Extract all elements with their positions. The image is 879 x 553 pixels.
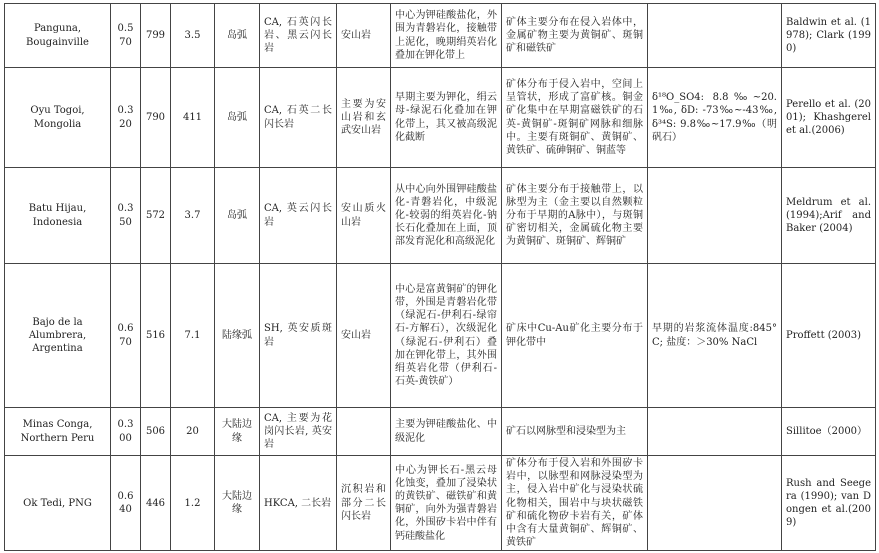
value-cell: 1.2 xyxy=(171,456,215,551)
value-cell: 799 xyxy=(141,4,171,68)
notes-cell: δ¹⁸O_SO4: 8.8‰~20.1‰, δD: -73‰~-43‰, δ³⁴S: 9.8‰~17.9‰（明矾石） xyxy=(648,68,782,168)
host-rock-cell: 安山岩 xyxy=(337,264,391,408)
tectonic-setting-cell: 大陆边缘 xyxy=(215,456,260,551)
value-cell: 0.350 xyxy=(111,168,141,264)
value-cell: 20 xyxy=(171,408,215,456)
deposit-name-cell: Batu Hijau, Indonesia xyxy=(5,168,111,264)
rock-type-cell: CA, 英云闪长岩 xyxy=(260,168,337,264)
value-cell: 3.7 xyxy=(171,168,215,264)
alteration-cell: 中心为钾硅酸盐化，外围为青磐岩化，接触带上泥化，晚期绢英岩化叠加在钾化带上 xyxy=(391,4,502,68)
alteration-cell: 中心是富黄铜矿的钾化带，外围是青磐岩化带（绿泥石-伊利石-绿帘石-方解石），次级泥化（绿泥石-伊利石）叠加在钾化带上，其外围绢英岩化带（伊利石-石英-黄铁矿） xyxy=(391,264,502,408)
reference-cell: Rush and Seegera (1990); van Dongen et al.(2009) xyxy=(782,456,876,551)
rock-type-cell: SH, 英安质斑岩 xyxy=(260,264,337,408)
value-cell: 790 xyxy=(141,68,171,168)
host-rock-cell: 主要为安山岩和玄武安山岩 xyxy=(337,68,391,168)
value-cell: 7.1 xyxy=(171,264,215,408)
notes-cell: 早期的岩浆流体温度:845°C; 盐度：＞30% NaCl xyxy=(648,264,782,408)
value-cell: 506 xyxy=(141,408,171,456)
host-rock-cell: 安山质火山岩 xyxy=(337,168,391,264)
ore-body-cell: 矿体主要分布在侵入岩体中，金属矿物主要为黄铜矿、斑铜矿和磁铁矿 xyxy=(502,4,648,68)
host-rock-cell xyxy=(337,408,391,456)
ore-body-cell: 矿体分布于侵入岩和外围矽卡岩中，以脉型和网脉浸染型为主，侵入岩中矿化与浸染状硫化物相关，围岩中与块状磁铁矿和硫化物矽卡岩有关，矿体中含有大量黄铜矿、辉铜矿、黄铁矿 xyxy=(502,456,648,551)
deposit-table xyxy=(4,3,876,551)
value-cell: 0.320 xyxy=(111,68,141,168)
rock-type-cell: CA, 石英闪长岩、黑云闪长岩 xyxy=(260,4,337,68)
alteration-cell: 主要为钾硅酸盐化、中级泥化 xyxy=(391,408,502,456)
tectonic-setting-cell: 岛弧 xyxy=(215,4,260,68)
rock-type-cell: CA, 主要为花岗闪长岩, 英安岩 xyxy=(260,408,337,456)
notes-cell xyxy=(648,408,782,456)
value-cell: 411 xyxy=(171,68,215,168)
table-row xyxy=(5,264,876,408)
deposit-name-cell: Minas Conga, Northern Peru xyxy=(5,408,111,456)
tectonic-setting-cell: 陆缘弧 xyxy=(215,264,260,408)
rock-type-cell: CA, 石英二长闪长岩 xyxy=(260,68,337,168)
deposit-name-cell: Panguna, Bougainville xyxy=(5,4,111,68)
value-cell: 572 xyxy=(141,168,171,264)
value-cell: 0.300 xyxy=(111,408,141,456)
table-row xyxy=(5,4,876,68)
rock-type-cell: HKCA, 二长岩 xyxy=(260,456,337,551)
notes-cell xyxy=(648,168,782,264)
deposit-name-cell: Oyu Togoi, Mongolia xyxy=(5,68,111,168)
alteration-cell: 从中心向外围钾硅酸盐化-青磐岩化，中级泥化-较弱的绢英岩化-钠长石化叠加在上面，顶部发育泥化和高级泥化 xyxy=(391,168,502,264)
table-row xyxy=(5,456,876,551)
value-cell: 3.5 xyxy=(171,4,215,68)
notes-cell xyxy=(648,456,782,551)
alteration-cell: 早期主要为钾化，绢云母-绿泥石化叠加在钾化带上，其又被高级泥化截断 xyxy=(391,68,502,168)
ore-body-cell: 矿床中Cu-Au矿化主要分布于钾化带中 xyxy=(502,264,648,408)
host-rock-cell: 沉积岩和部分二长闪长岩 xyxy=(337,456,391,551)
value-cell: 0.640 xyxy=(111,456,141,551)
ore-body-cell: 矿体主要分布于接触带上，以脉型为主（金主要以自然颗粒分布于早期的A脉中），与斑铜矿密切相关，金属硫化物主要为黄铜矿、斑铜矿、辉铜矿 xyxy=(502,168,648,264)
table-row xyxy=(5,408,876,456)
value-cell: 0.570 xyxy=(111,4,141,68)
alteration-cell: 中心为钾长石-黑云母化蚀变，叠加了浸染状的黄铁矿、磁铁矿和黄铜矿，向外为强青磐岩化，外围矽卡岩中伴有钙硅酸盐化 xyxy=(391,456,502,551)
ore-body-cell: 矿体分布于侵入岩中，空间上呈管状，形成了富矿核。铜金矿化集中在早期富磁铁矿的石英-黄铜矿-斑铜矿网脉和细脉中。主要有斑铜矿、黄铜矿、黄铁矿、硫砷铜矿、铜蓝等 xyxy=(502,68,648,168)
table-row xyxy=(5,68,876,168)
deposit-name-cell: Ok Tedi, PNG xyxy=(5,456,111,551)
value-cell: 446 xyxy=(141,456,171,551)
reference-cell: Proffett (2003) xyxy=(782,264,876,408)
table-row xyxy=(5,168,876,264)
reference-cell: Meldrum et al. (1994);Arif and Baker (2004) xyxy=(782,168,876,264)
reference-cell: Baldwin et al. (1978); Clark (1990) xyxy=(782,4,876,68)
reference-cell: Sillitoe（2000） xyxy=(782,408,876,456)
host-rock-cell: 安山岩 xyxy=(337,4,391,68)
reference-cell: Perello et al. (2001); Khashgerel et al.(2006) xyxy=(782,68,876,168)
tectonic-setting-cell: 岛弧 xyxy=(215,68,260,168)
tectonic-setting-cell: 大陆边缘 xyxy=(215,408,260,456)
deposit-name-cell: Bajo de la Alumbrera, Argentina xyxy=(5,264,111,408)
notes-cell xyxy=(648,4,782,68)
value-cell: 516 xyxy=(141,264,171,408)
tectonic-setting-cell: 岛弧 xyxy=(215,168,260,264)
value-cell: 0.670 xyxy=(111,264,141,408)
ore-body-cell: 矿石以网脉型和浸染型为主 xyxy=(502,408,648,456)
